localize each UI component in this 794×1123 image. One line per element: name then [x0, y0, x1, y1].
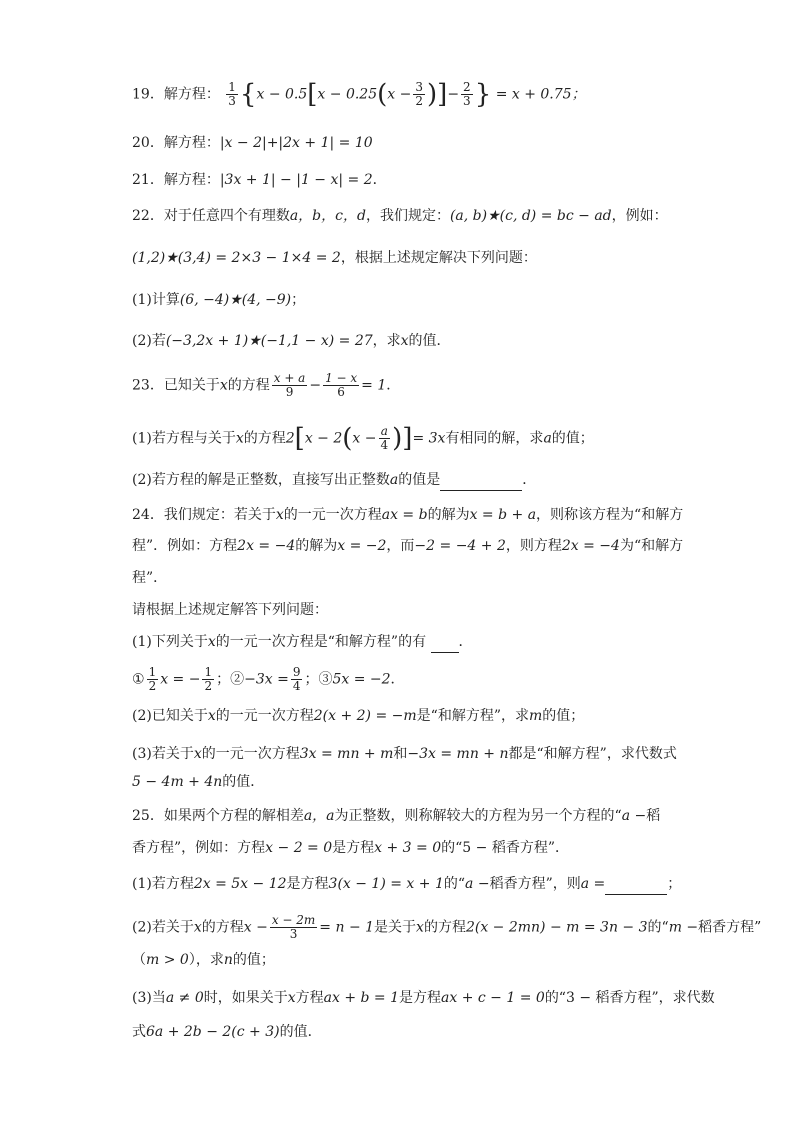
problem-24-q2: (2)已知关于x的一元一次方程2(x + 2) = −m是“和解方程”，求m的值； [132, 708, 585, 724]
problem-25-line-2: 香方程”，例如：方程x − 2 = 0是方程x + 3 = 0的“5 − 稻香方程”． [132, 840, 569, 856]
problem-25-q3-line-2: 式6a + 2b − 2(c + 3)的值． [132, 1024, 322, 1040]
problem-24-options: ① $\frac{1}{2}$ x = − $\frac{1}{2}$ ；②−3x = $\frac{9}{4}$ ；③5x = −2． [132, 665, 405, 693]
fraction: $\frac{x + a}{9}$ [273, 371, 306, 399]
problem-21: 21．解方程：|3x + 1| − |1 − x| = 2． [132, 172, 387, 188]
fraction: $\frac{1 - x}{6}$ [325, 371, 358, 399]
problem-24-instruction: 请根据上述规定解答下列问题： [132, 602, 328, 618]
paren-left: ( [377, 79, 388, 110]
paren-right: ) [427, 79, 438, 110]
problem-23: 23．已知关于x的方程 $\frac{x + a}{9}$ − $\frac{1 - x}{6}$ = 1． [132, 371, 401, 399]
problem-25-q2-line-1: (2)若关于x的方程x − $\frac{x - 2m}{3}$ = n − 1是关于x的方程2(x − 2mn) − m = 3n − 3的“m −稻香方程” [132, 913, 762, 941]
problem-24-q3-line-2: 5 − 4m + 4n的值． [132, 774, 265, 790]
problem-24-line-3: 程”． [132, 570, 168, 586]
problem-22-q1: (1)计算(6, −4)★(4, −9)； [132, 292, 306, 308]
fraction: $\frac{2}{3}$ [463, 80, 471, 108]
problem-25-line-1: 25．如果两个方程的解相差a，a为正整数，则称解较大的方程为另一个方程的“a −稻 [132, 808, 661, 824]
problem-24-line-1: 24．我们规定：若关于x的一元一次方程ax = b的解为x = b + a，则称该方程为“和解方 [132, 507, 684, 523]
problem-23-q1: (1)若方程与关于x的方程2[x − 2(x − $\frac{a}{4}$ )]= 3x有相同的解，求a的值； [132, 423, 594, 454]
problem-25-q3-line-1: (3)当a ≠ 0时，如果关于x方程ax + b = 1是方程ax + c − 1 = 0的“3 − 稻香方程”，求代数 [132, 990, 715, 1006]
problem-22-line-2: (1,2)★(3,4) = 2×3 − 1×4 = 2，根据上述规定解决下列问题： [132, 250, 537, 266]
problem-20: 20．解方程：|x − 2|+|2x + 1| = 10 [132, 135, 373, 151]
brace-right: } [474, 79, 492, 110]
problem-24-q3-line-1: (3)若关于x的一元一次方程3x = mn + m和−3x = mn + n都是“和解方程”，求代数式 [132, 746, 677, 762]
answer-blank[interactable] [431, 632, 459, 653]
answer-blank[interactable] [605, 874, 667, 895]
problem-25-q2-line-2: （m > 0），求n的值； [132, 952, 275, 968]
problem-25-q1: (1)若方程2x = 5x − 12是方程3(x − 1) = x + 1的“a −稻香方程”，则a = ； [132, 874, 681, 895]
fraction: $\frac{1}{3}$ [228, 80, 236, 108]
problem-19: 19．解方程： $\frac{1}{3}$ {x − 0.5[x − 0.25(x − $\frac{3}{2}$ )]− $\frac{2}{3}$ } = x + 0.75； [132, 79, 586, 110]
fraction: $\frac{3}{2}$ [415, 80, 423, 108]
answer-blank[interactable] [440, 470, 522, 491]
brace-left: { [239, 79, 257, 110]
problem-23-q2: (2)若方程的解是正整数，直接写出正整数a的值是 ． [132, 470, 536, 491]
fraction: $\frac{a}{4}$ [380, 424, 389, 452]
problem-22-q2: (2)若(−3,2x + 1)★(−1,1 − x) = 27，求x的值． [132, 333, 451, 349]
problem-22-line-1: 22．对于任意四个有理数a，b，c，d，我们规定：(a, b)★(c, d) = bc − ad，例如： [132, 208, 668, 224]
bracket-left: [ [307, 79, 318, 110]
problem-24-q1: (1)下列关于x的一元一次方程是“和解方程”的有 ． [132, 632, 473, 653]
bracket-right: ] [437, 79, 448, 110]
problem-24-line-2: 程”．例如：方程2x = −4的解为x = −2，而−2 = −4 + 2，则方程2x = −4为“和解方 [132, 538, 684, 554]
